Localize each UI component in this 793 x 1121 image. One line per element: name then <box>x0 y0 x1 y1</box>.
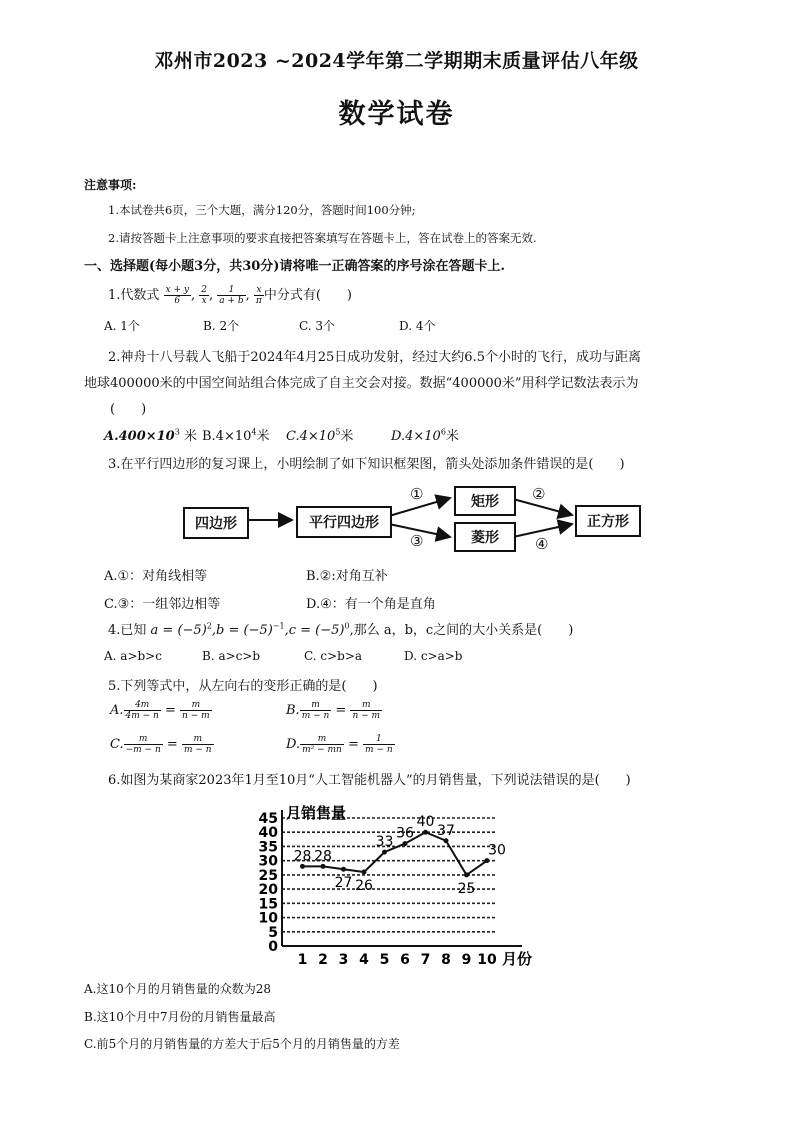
q5-option-d: D. $\frac{m}{\text{m² − mn}}$ = $\frac{1}{m - n}$ <box>286 734 393 755</box>
question-1-suffix: 中分式有( ) <box>263 288 352 303</box>
data-label: 28 <box>314 848 332 865</box>
q1-fraction-4: $\frac{x}{\pi}$ <box>255 285 262 306</box>
notice-item-2: 2.请按答题卡上注意事项的要求直接把答案填写在答题卡上，答在试卷上的答案无效. <box>108 231 537 245</box>
y-tick-label: 45 <box>258 811 278 827</box>
question-5-stem: 5.下列等式中，从左向右的变形正确的是( ) <box>108 679 378 694</box>
q1-option-d: D. 4个 <box>399 319 436 333</box>
data-point <box>464 872 469 877</box>
exam-title: 邓州市2023 ~2024学年第二学期期末质量评估八年级 <box>154 50 639 72</box>
data-label: 40 <box>416 814 435 831</box>
data-point <box>403 841 408 846</box>
data-point <box>341 867 346 872</box>
y-tick-label: 20 <box>258 882 278 899</box>
box-square: 正方形 <box>575 505 641 537</box>
question-3-stem: 3.在平行四边形的复习课上，小明绘制了如下知识框架图，箭头处添加条件错误的是( ) <box>108 457 625 472</box>
data-label: 30 <box>488 842 506 859</box>
box-quadrilateral: 四边形 <box>183 507 249 539</box>
data-label: 33 <box>375 834 394 851</box>
question-2-line-3: ( ) <box>110 402 147 417</box>
q3-option-d: D.④：有一个角是直角 <box>306 597 436 612</box>
y-tick-label: 30 <box>258 853 278 870</box>
x-tick-label: 7 <box>420 952 431 968</box>
data-label: 37 <box>437 822 455 839</box>
question-1-stem: 1.代数式 $\frac{x + y}{6}$ , $\frac{2}{x}$ , $\frac{1}{a + b}$ , $\frac{x}{\pi}$ 中分式有( ) <box>108 285 352 306</box>
y-tick-label: 15 <box>258 896 278 913</box>
q1-fraction-1: $\frac{x + y}{6}$ <box>165 285 189 306</box>
data-label: 27 <box>334 875 353 892</box>
x-tick-label: 9 <box>461 952 472 968</box>
data-point <box>444 838 449 843</box>
y-tick-label: 35 <box>258 839 278 856</box>
q6-option-a: A.这10个月的月销售量的众数为28 <box>84 982 272 996</box>
y-tick-label: 10 <box>258 910 278 927</box>
q4-option-c: C. c>b>a <box>304 649 363 663</box>
q5-option-b: B. $\frac{m}{m - n}$ = $\frac{m}{n - m}$ <box>286 700 381 721</box>
sales-line-chart <box>250 796 550 974</box>
data-point <box>423 830 428 835</box>
arrow-mark-1: ① <box>410 485 424 503</box>
q4-option-b: B. a>c>b <box>202 649 261 663</box>
chart-y-ticks <box>259 811 279 955</box>
x-tick-label: 10 <box>477 952 497 968</box>
question-6-stem: 6.如图为某商家2023年1月至10月“人工智能机器人”的月销售量，下列说法错误的是( ) <box>108 773 631 788</box>
data-label: 36 <box>396 825 414 842</box>
x-tick-label: 5 <box>379 952 390 968</box>
notice-heading: 注意事项: <box>84 178 137 192</box>
x-tick-label: 4 <box>359 952 369 968</box>
exam-subtitle: 数学试卷 <box>338 99 455 130</box>
data-label: 25 <box>457 880 476 897</box>
section-heading: 一、选择题(每小题3分，共30分)请将唯一正确答案的序号涂在答题卡上. <box>84 259 505 274</box>
q3-option-a: A.①：对角线相等 <box>104 569 208 584</box>
arrow-mark-4: ④ <box>535 535 549 553</box>
data-point <box>485 858 490 863</box>
y-tick-label: 0 <box>268 939 278 955</box>
q4-option-a: A. a>b>c <box>104 649 162 663</box>
data-point <box>382 850 387 855</box>
q1-option-a: A. 1个 <box>104 319 140 333</box>
y-tick-label: 40 <box>258 825 278 842</box>
chart-x-axis-label: 月份 <box>502 950 533 968</box>
q1-option-b: B. 2个 <box>203 319 240 333</box>
question-1-prefix: 1.代数式 <box>108 288 160 303</box>
question-2-line-2: 地球400000米的中国空间站组合体完成了自主交会对接。数据“400000米”用科学记数法表示为 <box>84 376 639 391</box>
q2-option-d: $D.4\times 10^6$米 <box>391 427 459 444</box>
chart-y-axis-label: 月销售量 <box>286 804 347 822</box>
q6-option-b: B.这10个月中7月份的月销售量最高 <box>84 1010 276 1024</box>
x-tick-label: 3 <box>338 952 349 968</box>
q3-diagram-arrows <box>0 478 793 558</box>
box-rectangle: 矩形 <box>454 486 516 516</box>
data-label: 26 <box>355 878 373 895</box>
q5-option-c: C. $\frac{m}{-m - n}$ = $\frac{m}{m - n}$ <box>110 734 212 755</box>
x-tick-label: 8 <box>441 952 451 968</box>
x-tick-label: 1 <box>297 952 308 968</box>
data-point <box>300 864 305 869</box>
question-2-line-1: 2.神舟十八号载人飞船于2024年4月25日成功发射，经过大约6.5个小时的飞行，成功与距离 <box>108 350 641 365</box>
chart-x-ticks <box>298 952 497 968</box>
data-point <box>362 870 367 875</box>
notice-item-1: 1.本试卷共6页，三个大题，满分120分，答题时间100分钟; <box>108 203 416 217</box>
chart-data-labels <box>294 814 506 897</box>
data-point <box>321 864 326 869</box>
x-tick-label: 2 <box>318 952 328 968</box>
q2-option-b: $B.4\times 10^4$米 <box>202 427 270 444</box>
q1-fraction-2: $\frac{2}{x}$ <box>201 285 207 306</box>
data-label: 28 <box>293 848 312 865</box>
box-parallelogram: 平行四边形 <box>296 506 392 538</box>
q3-option-b: B.②:对角互补 <box>306 569 388 584</box>
y-tick-label: 25 <box>258 867 278 884</box>
q2-option-a: $A.400\times 10^3$ 米 <box>104 427 197 444</box>
arrow-mark-2: ② <box>532 485 546 503</box>
q1-fraction-3: $\frac{1}{a + b}$ <box>219 285 244 306</box>
question-4-stem: 4.已知 $a = (-5)^2,b = (-5)^{-1},c = (-5)^0$,那么 a，b，c之间的大小关系是( ) <box>108 621 574 638</box>
x-tick-label: 6 <box>400 952 410 968</box>
q6-option-c: C.前5个月的月销售量的方差大于后5个月的月销售量的方差 <box>84 1037 400 1051</box>
q3-option-c: C.③：一组邻边相等 <box>104 597 221 612</box>
q5-option-a: A. $\frac{4m}{4m - n}$ = $\frac{m}{n - m}$ <box>110 700 210 721</box>
box-rhombus: 菱形 <box>454 522 516 552</box>
q2-option-c: $C.4\times 10^5$米 <box>286 427 354 444</box>
q4-option-d: D. c>a>b <box>404 649 463 663</box>
arrow-mark-3: ③ <box>410 532 424 550</box>
q1-option-c: C. 3个 <box>299 319 336 333</box>
y-tick-label: 5 <box>268 924 278 941</box>
